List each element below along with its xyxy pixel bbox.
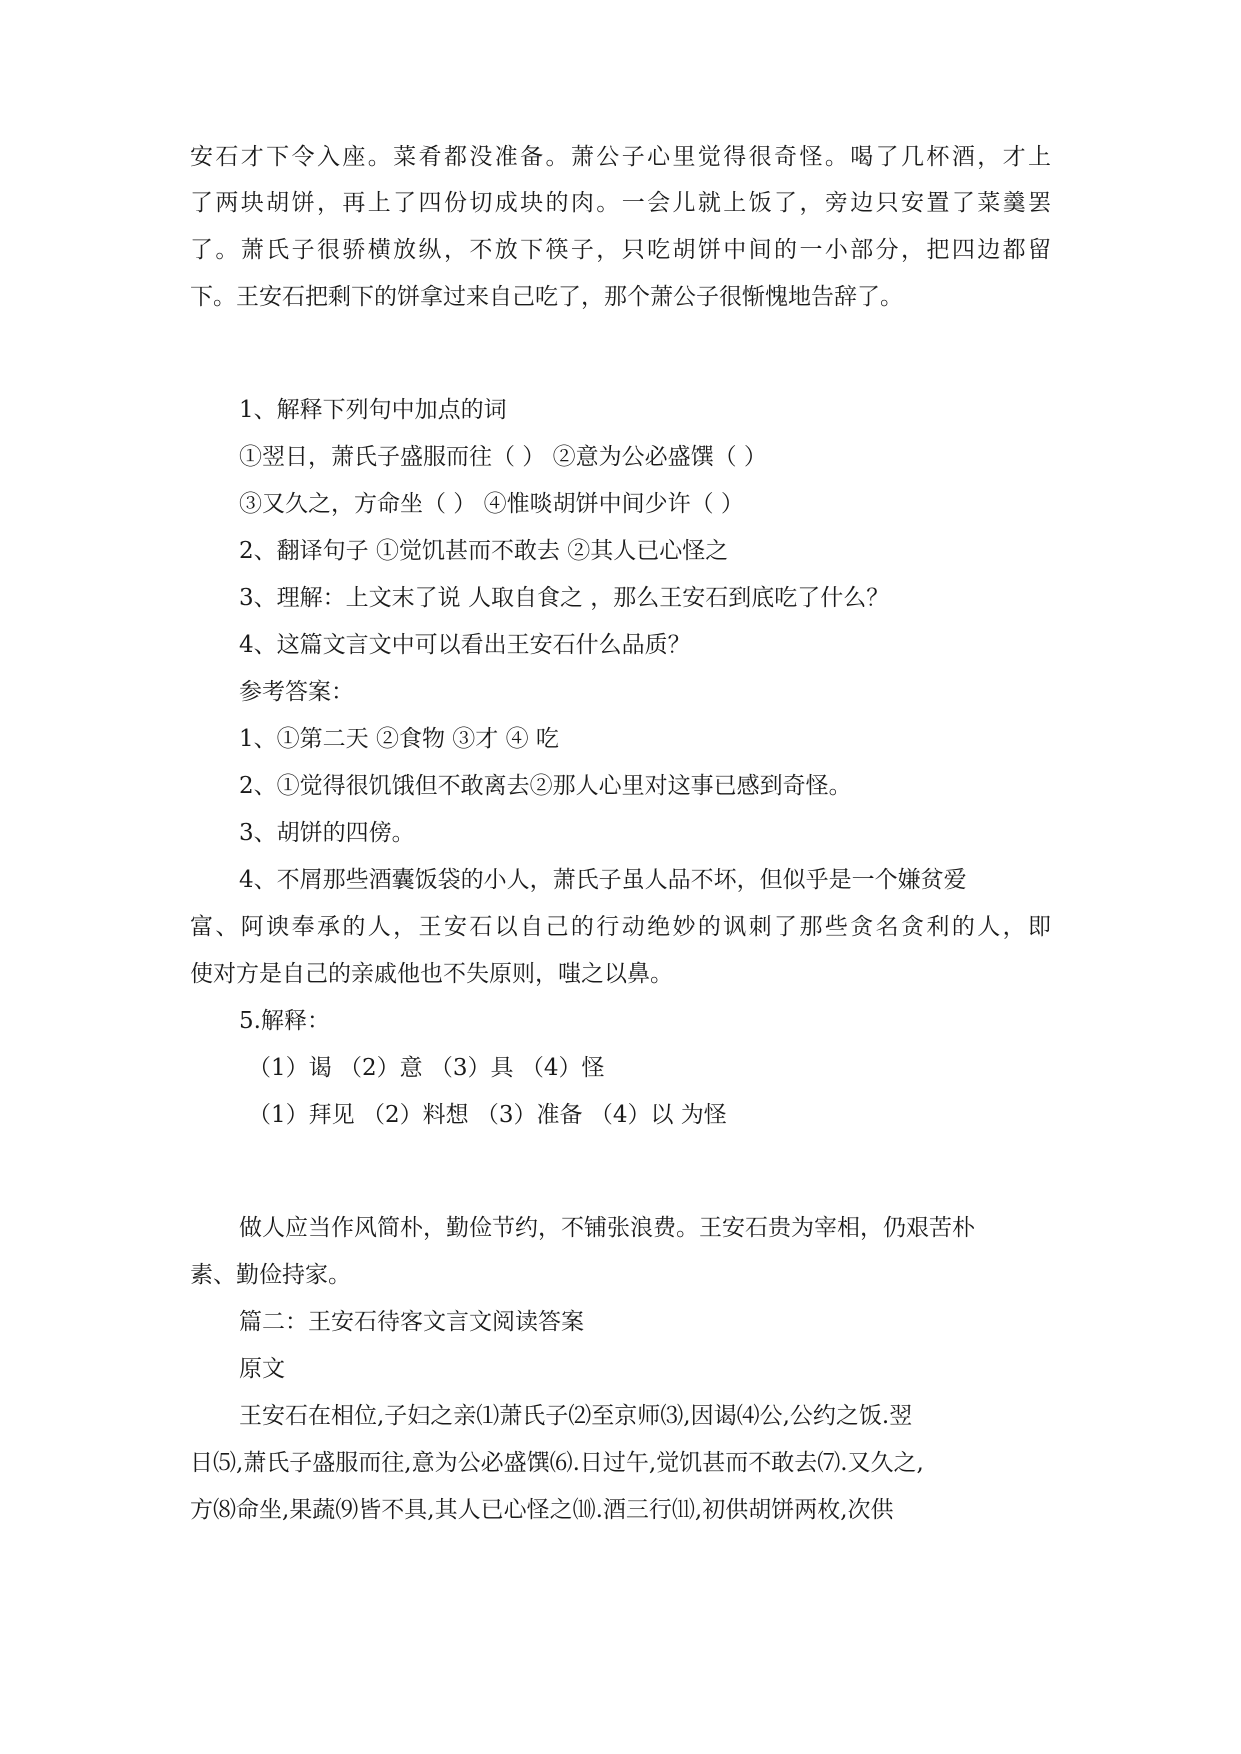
- answer-1: 1、①第二天 ②食物 ③才 ④ 吃: [239, 726, 559, 752]
- answer-4-line-3: 使对方是自己的亲戚他也不失原则，嗤之以鼻。: [190, 961, 673, 987]
- lesson-line-1: 做人应当作风简朴，勤俭节约，不铺张浪费。王安石贵为宰相，仍艰苦朴: [239, 1215, 975, 1241]
- intro-line-2: 了两块胡饼，再上了四份切成块的肉。一会儿就上饭了，旁边只安置了菜羹罢: [190, 190, 1054, 216]
- question-1: 1、解释下列句中加点的词: [239, 397, 507, 423]
- section-2-title: 篇二：王安石待客文言文阅读答案: [239, 1309, 584, 1335]
- answer-4-line-2: 富、阿谀奉承的人，王安石以自己的行动绝妙的讽刺了那些贪名贪利的人，即: [190, 914, 1054, 940]
- answer-3: 3、胡饼的四傍。: [239, 820, 415, 846]
- question-1-items-b: ③又久之，方命坐（ ） ④惟啖胡饼中间少许（ ）: [239, 491, 744, 517]
- question-1-items-a: ①翌日，萧氏子盛服而往（ ） ②意为公必盛馔（ ）: [239, 444, 767, 470]
- question-2: 2、翻译句子 ①觉饥甚而不敢去 ②其人已心怪之: [239, 538, 729, 564]
- answer-2: 2、①觉得很饥饿但不敢离去②那人心里对这事已感到奇怪。: [239, 773, 852, 799]
- original-text-line-3: 方⑻命坐,果蔬⑼皆不具,其人已心怪之⑽.酒三行⑾,初供胡饼两枚,次供: [190, 1497, 894, 1523]
- original-text-line-1: 王安石在相位,子妇之亲⑴萧氏子⑵至京师⑶,因谒⑷公,公约之饭.翌: [239, 1403, 913, 1429]
- answer-5-words: （1）谒 （2）意 （3）具 （4）怪: [248, 1055, 605, 1081]
- intro-line-4: 下。王安石把剩下的饼拿过来自己吃了，那个萧公子很惭愧地告辞了。: [190, 284, 903, 310]
- answer-4-line-1: 4、不屑那些酒囊饭袋的小人，萧氏子虽人品不坏，但似乎是一个嫌贫爱: [239, 867, 967, 893]
- question-4: 4、这篇文言文中可以看出王安石什么品质？: [239, 632, 691, 658]
- intro-line-1: 安石才下令入座。菜肴都没准备。萧公子心里觉得很奇怪。喝了几杯酒，才上: [190, 144, 1054, 170]
- original-text-line-2: 日⑸,萧氏子盛服而往,意为公必盛馔⑹.日过午,觉饥甚而不敢去⑺.又久之,: [190, 1450, 924, 1476]
- answer-5-meanings: （1）拜见 （2）料想 （3）准备 （4）以 为怪: [248, 1102, 727, 1128]
- intro-line-3: 了。萧氏子很骄横放纵，不放下筷子，只吃胡饼中间的一小部分，把四边都留: [190, 237, 1054, 263]
- answers-heading: 参考答案：: [239, 679, 354, 705]
- question-3: 3、理解：上文末了说 人取自食之 ，那么王安石到底吃了什么？: [239, 585, 890, 611]
- answer-5-heading: 5.解释：: [239, 1008, 330, 1034]
- section-2-subtitle: 原文: [239, 1356, 285, 1382]
- lesson-line-2: 素、勤俭持家。: [190, 1262, 351, 1288]
